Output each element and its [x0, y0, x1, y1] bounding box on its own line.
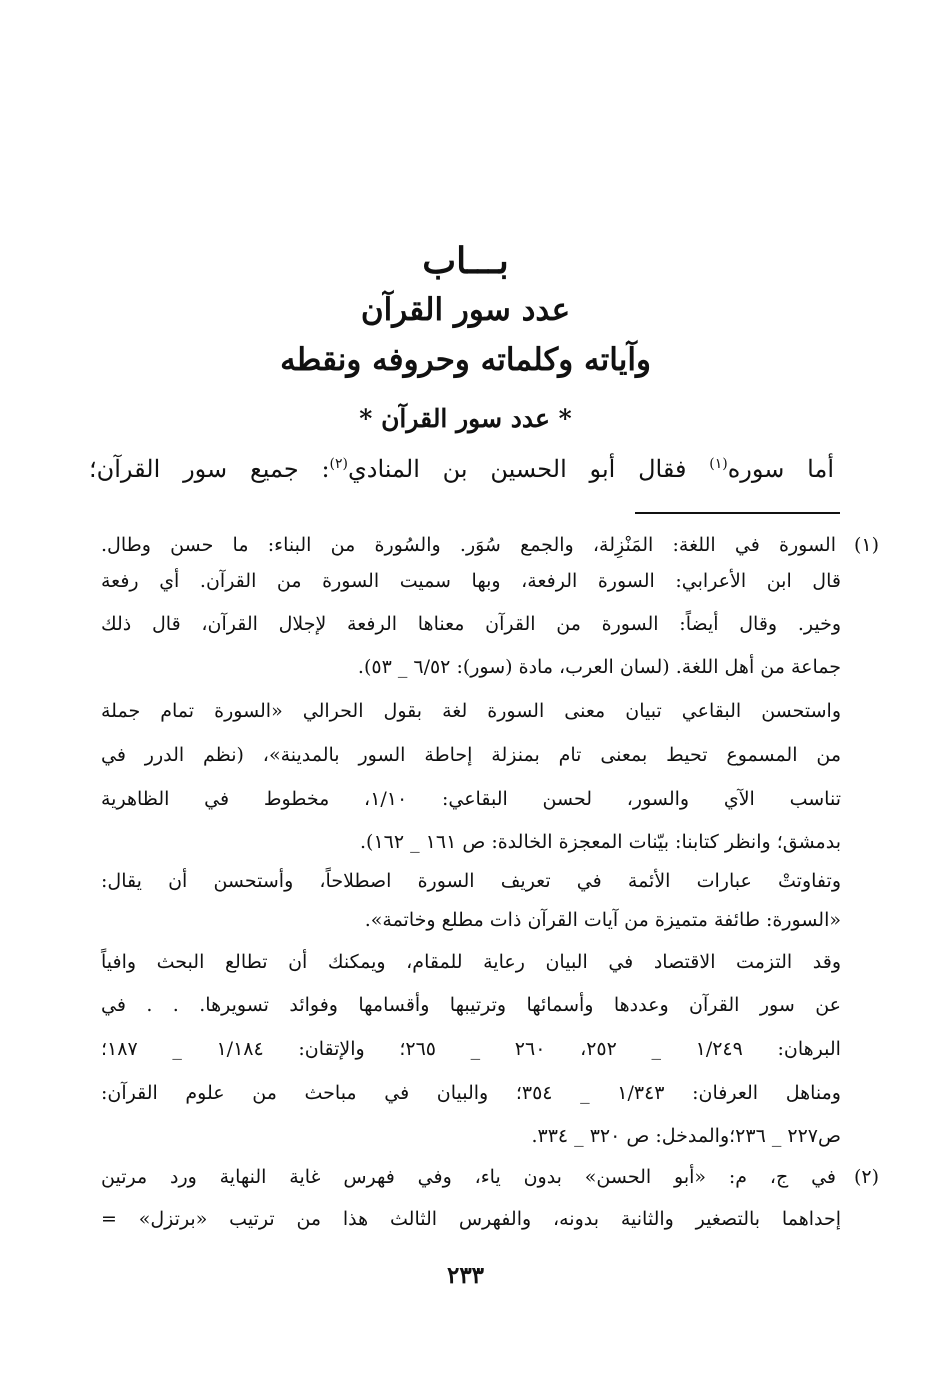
footnote-1-marker: (١)	[853, 534, 879, 556]
footnote-separator	[635, 512, 840, 514]
body-paragraph	[89, 455, 834, 483]
footnote-2-line-2: إحداهما بالتصغير والثانية بدونه، والفهرس الثالث هذا من ترتيب «برتزل» =	[101, 1208, 841, 1230]
body-text-part-2: فقال أبو الحسين بن المنادي	[348, 455, 710, 483]
footnote-2-marker: (٢)	[853, 1166, 879, 1188]
footnote-1-line-5: واستحسن البقاعي تبيان معنى السورة لغة بقول الحرالي «السورة تمام جملة	[101, 700, 841, 722]
footnote-1-line-1: السورة في اللغة: المَنْزِلة، والجمع سُوَر. والسُورة من البناء: ما حسن وطال.	[101, 534, 836, 556]
chapter-title-line-2: وآياته وكلماته وحروفه ونقطه	[280, 342, 651, 378]
footnote-ref-2: (٢)	[329, 456, 348, 472]
footnote-1-line-10: «السورة: طائفة متميزة من آيات القرآن ذات مطلع وخاتمة».	[364, 909, 841, 931]
footnote-1-line-2: قال ابن الأعرابي: السورة الرفعة، وبها سميت السورة من القرآن. أي رفعة	[101, 570, 841, 592]
page-number: ٢٣٣	[446, 1262, 485, 1289]
footnote-1-line-15: ص٢٢٧ _ ٢٣٦؛والمدخل: ص ٣٢٠ _ ٣٣٤.	[531, 1125, 841, 1147]
body-text-part-1: أما سوره	[727, 455, 834, 483]
chapter-heading: بـــاب	[422, 240, 509, 282]
footnote-1-line-4: جماعة من أهل اللغة. (لسان العرب، مادة (سور): ٦/٥٢ _ ٥٣).	[357, 656, 841, 678]
footnote-2-line-1: في ج، م: «أبو الحسن» بدون ياء، وفي فهرس غاية النهاية ورد مرتين	[101, 1166, 836, 1188]
footnote-1-line-6: من المسموع تحيط بمعنى تام بمنزلة إحاطة السور بالمدينة»، (نظم الدرر في	[101, 744, 841, 766]
body-text-part-3: : جميع سور القرآن؛	[89, 455, 330, 483]
footnote-1-line-14: ومناهل العرفان: ١/٣٤٣ _ ٣٥٤؛ والبيان في مباحث من علوم القرآن:	[101, 1082, 841, 1104]
chapter-title-line-1: عدد سور القرآن	[360, 292, 571, 328]
footnote-1-line-12: عن سور القرآن وعددها وأسمائها وترتيبها وأقسامها وفوائد تسويرها. . . في	[101, 994, 841, 1016]
footnote-1-line-3: وخير. وقال أيضاً: السورة من القرآن معناها الرفعة لإجلال القرآن، قال ذلك	[101, 613, 841, 635]
footnote-1-line-11: وقد التزمت الاقتصاد في البيان رعاية للمقام، ويمكنك أن تطالع البحث وافياً	[101, 951, 841, 973]
footnote-1-line-9: وتفاوتتْ عبارات الأئمة في تعريف السورة اصطلاحاً، وأستحسن أن يقال:	[101, 870, 841, 892]
footnote-ref-1: (١)	[709, 456, 728, 472]
footnote-1-line-8: بدمشق؛ وانظر كتابنا: بيّنات المعجزة الخالدة: ص ١٦١ _ ١٦٢).	[359, 831, 841, 853]
footnote-1-line-7: تناسب الآي والسور، لحسن البقاعي: ١/١٠، مخطوط في الظاهرية	[101, 788, 841, 810]
footnote-1-line-13: البرهان: ١/٢٤٩ _ ٢٥٢، ٢٦٠ _ ٢٦٥؛ والإتقان: ١/١٨٤ _ ١٨٧؛	[101, 1038, 841, 1060]
section-title: * عدد سور القرآن *	[359, 404, 572, 433]
